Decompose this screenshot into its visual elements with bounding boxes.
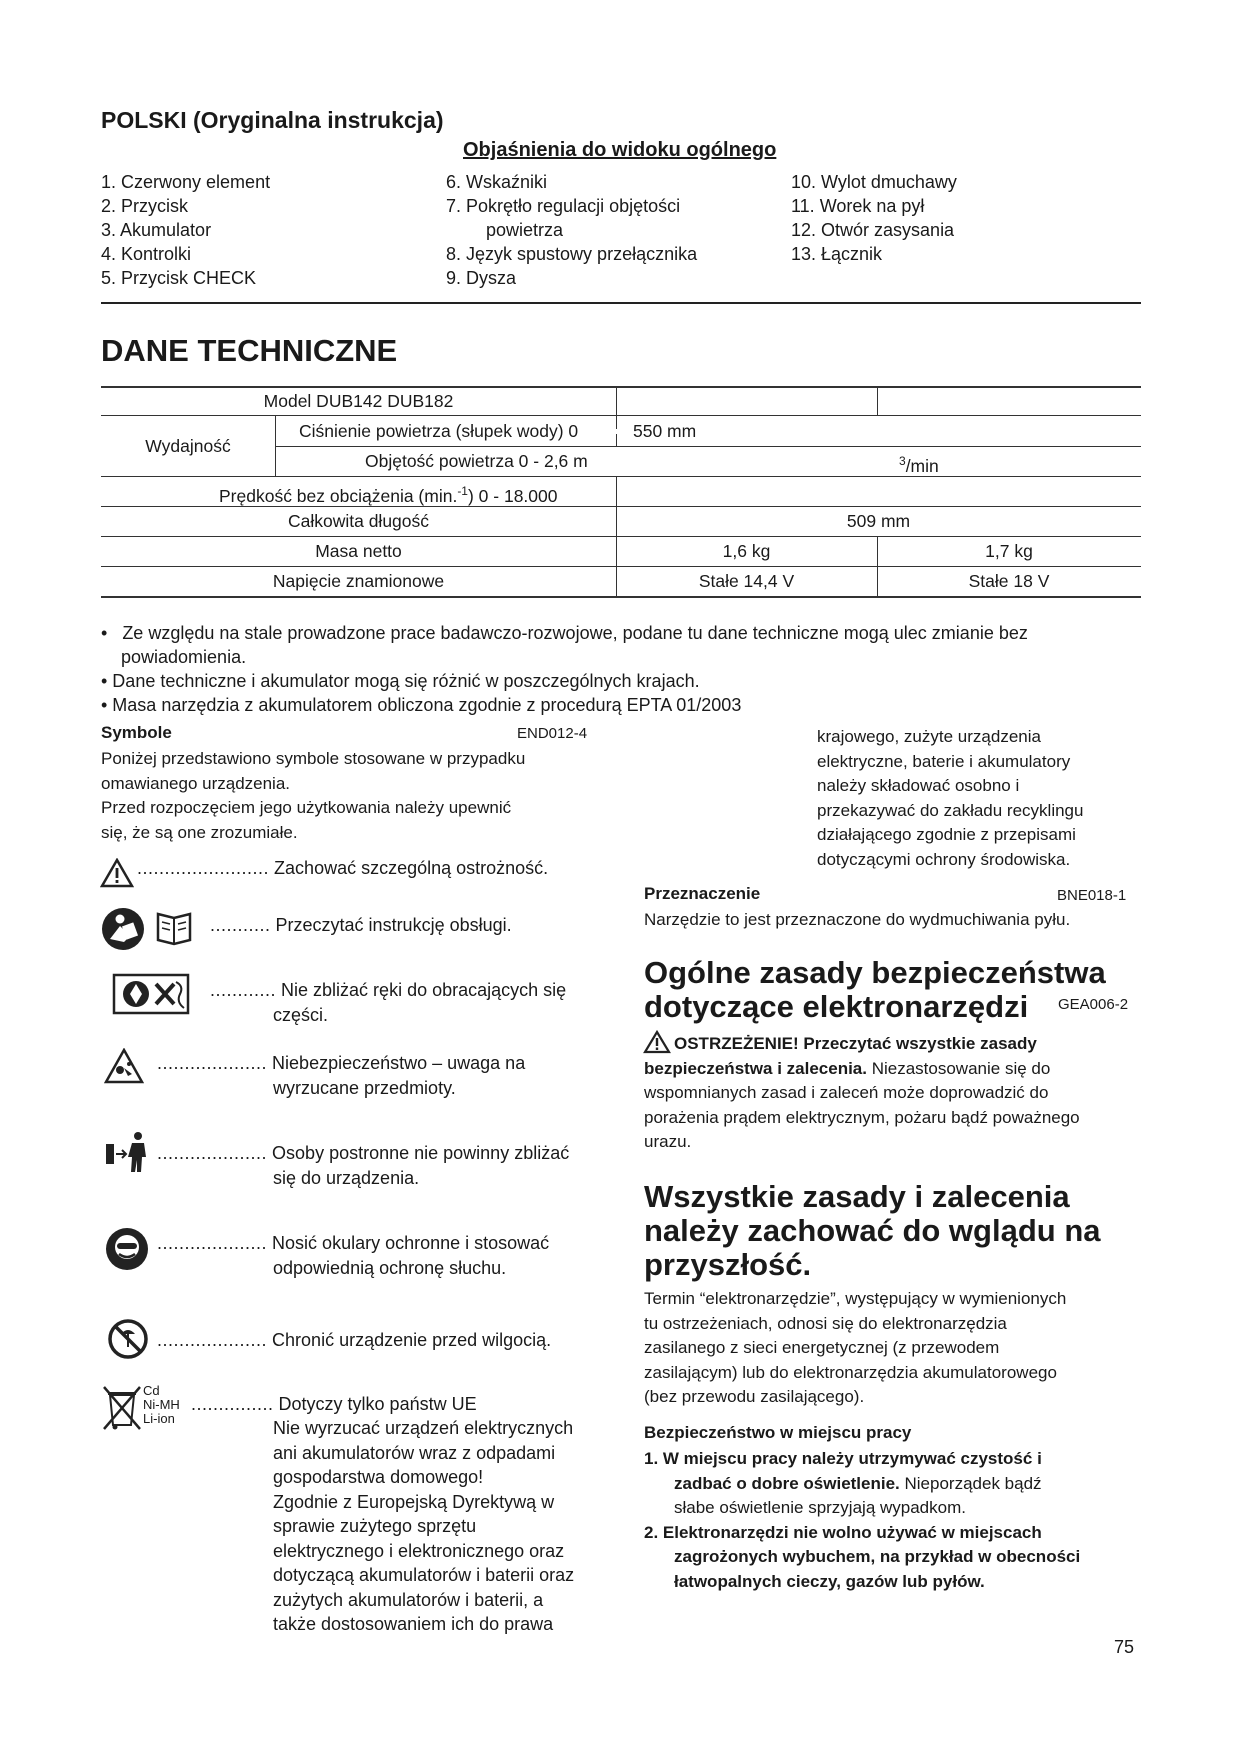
symbol-row: ............ Nie zbliżać ręki do obracających się części. [210, 980, 567, 1025]
symbol-row: ........................ Zachować szczególną ostrożność. [137, 858, 549, 878]
specs-title: DANE TECHNICZNE [101, 333, 398, 368]
purpose-text: Narzędzie to jest przeznaczone do wydmuchiwania pyłu. [644, 910, 1071, 929]
work-safety-title: Bezpieczeństwo w miejscu pracy [644, 1423, 912, 1442]
symbols-intro: Poniżej przedstawiono symbole stosowane w przypadku omawianego urządzenia. Przed rozpoczęciem jego użytkowania należy upewnić się, że są one zrozumiałe. [101, 749, 526, 842]
speed-label: Prędkość bez obciążenia (min. [219, 485, 458, 506]
parts-col-2 [446, 170, 697, 290]
weee-bin-icon [102, 1385, 142, 1431]
speed-value: ) 0 - 18.000 [467, 485, 558, 506]
unit: /min [905, 455, 939, 476]
weee-continued: krajowego, zużyte urządzenia elektryczne, baterie i akumulatory należy składować osobno i przekazywać do zakładu recyklingu działającego zgodnie z przepisami dotyczącymi ochrony środowiska. [817, 727, 1084, 869]
spec-length-value: 509 mm [846, 511, 911, 531]
note-item: • Dane techniczne i akumulator mogą się różnić w poszczególnych krajach. [101, 671, 700, 691]
spec-mass-182: 1,7 kg [985, 541, 1033, 561]
purpose-code: BNE018-1 [1057, 887, 1127, 904]
eye-ear-protection-icon [104, 1226, 150, 1272]
spec-voltage-182: Stałe 18 V [968, 571, 1050, 591]
spec-length-label: Całkowita długość [287, 511, 430, 531]
list-item: 9. Dysza [446, 268, 517, 288]
list-item: 5. Przycisk CHECK [101, 268, 257, 288]
term-paragraph: Termin “elektronarzędzie”, występujący w wymienionych tu ostrzeżeniach, odnosi się do elektronarzędzia zasilanego z sieci energetycznej (z przewodem zasilającym) lub do elektronarzędzia akumulatorowego (bez przewodu zasilającego). [644, 1289, 1067, 1406]
spec-pressure-value: 550 mm [633, 421, 697, 441]
spec-wydajnosc: Wydajność [145, 436, 231, 456]
list-item: 4. Kontrolki [101, 244, 192, 264]
purpose-title: Przeznaczenie [644, 884, 761, 903]
page-number: 75 [1114, 1637, 1135, 1657]
spec-volume-unit [899, 446, 939, 481]
superscript: -1 [457, 484, 468, 498]
bystander-icon [104, 1130, 150, 1174]
spec-mass-label: Masa netto [315, 541, 402, 561]
note-item: powiadomienia. [121, 647, 247, 667]
symbol-row: .................... Osoby postronne nie powinny zbliżać się do urządzenia. [157, 1143, 570, 1188]
symbols-code: END012-4 [517, 725, 588, 742]
symbol-row: .................... Niebezpieczeństwo – uwaga na wyrzucane przedmioty. [157, 1053, 526, 1098]
list-item: 3. Akumulator [101, 220, 212, 240]
list-item: 6. Wskaźniki [446, 172, 548, 192]
work-safety-list: 1. W miejscu pracy należy utrzymywać czystość i zadbać o dobre oświetlenie. Nieporządek bądź słabe oświetlenie sprzyjają wypadkom. 2. Elektronarzędzi nie wolno używać w miejscach zagrożonych wybuchem, na przykład w obecności łatwopalnych cieczy, gazów lub pyłów. [644, 1449, 1081, 1591]
parts-col-1 [101, 170, 270, 290]
symbol-row: .................... Nosić okulary ochronne i stosować odpowiednią ochronę słuchu. [157, 1233, 550, 1278]
weee-text: Nie wyrzucać urządzeń elektrycznych ani akumulatorów wraz z odpadami gospodarstwa domowego! Zgodnie z Europejską Dyrektywą w sprawie zużytego sprzętu elektrycznego i elektronicznego oraz dotyczącą akumulatorów i baterii oraz zużytych akumulatorów i baterii, a także dostosowaniem ich do prawa [273, 1418, 575, 1634]
note-item: • Ze względu na stale prowadzone prace badawczo-rozwojowe, podane tu dane techniczne mogą ulec zmianie bez [101, 623, 1028, 643]
spec-voltage-label: Napięcie znamionowe [272, 571, 445, 591]
spec-mass-142: 1,6 kg [722, 541, 771, 561]
symbol-row-weee: ............... Dotyczy tylko państw UE [191, 1394, 477, 1414]
keep-heading: Wszystkie zasady i zalecenia należy zachować do wglądu na przyszłość. [644, 1179, 1101, 1282]
note-item: • Masa narzędzia z akumulatorem obliczona zgodnie z procedurą EPTA 01/2003 [101, 695, 742, 715]
safety-code: GEA006-2 [1058, 996, 1129, 1013]
no-moisture-icon [107, 1318, 149, 1360]
symbols-title: Symbole [101, 723, 172, 742]
subtitle: Objaśnienia do widoku ogólnego [463, 139, 777, 161]
flying-objects-icon [104, 1048, 144, 1084]
symbol-row: .................... Chronić urządzenie przed wilgocią. [157, 1330, 552, 1350]
list-item: powietrza [486, 220, 564, 240]
list-item: 13. Łącznik [791, 244, 883, 264]
warning-paragraph: OSTRZEŻENIE! Przeczytać wszystkie zasady bezpieczeństwa i zalecenia. Niezastosowanie się do wspomnianych zasad i zaleceń może doprowadzić do porażenia prądem elektrycznym, pożaru bądź poważnego urazu. [644, 1034, 1080, 1151]
symbol-row: ........... Przeczytać instrukcję obsługi. [210, 915, 512, 935]
rotating-parts-icon [112, 972, 190, 1016]
safety-heading: Ogólne zasady bezpieczeństwa dotyczące elektronarzędzi [644, 955, 1106, 1024]
list-item: 8. Język spustowy przełącznika [446, 244, 698, 264]
list-item: 10. Wylot dmuchawy [791, 172, 957, 192]
list-item: 7. Pokrętło regulacji objętości [446, 196, 681, 216]
read-manual-icon [100, 906, 200, 952]
divider [101, 302, 1141, 304]
notes [101, 621, 1028, 717]
list-item: 11. Worek na pył [791, 196, 925, 216]
list-item: 12. Otwór zasysania [791, 220, 955, 240]
page-title: POLSKI (Oryginalna instrukcja) [101, 107, 444, 133]
spec-model: Model DUB142 DUB182 [263, 391, 454, 411]
list-item: 1. Czerwony element [101, 172, 271, 192]
spec-volume: Objętość powietrza 0 - 2,6 m [365, 451, 588, 471]
warning-triangle-icon [100, 858, 134, 888]
parts-col-3 [791, 170, 957, 266]
spec-pressure: Ciśnienie powietrza (słupek wody) 0 [299, 421, 579, 441]
list-item: 2. Przycisk [101, 196, 189, 216]
spec-table [101, 386, 1141, 602]
spec-voltage-142: Stałe 14,4 V [698, 571, 795, 591]
weee-labels: Cd Ni-MH Li-ion [143, 1383, 180, 1426]
superscript: 3 [899, 454, 906, 468]
